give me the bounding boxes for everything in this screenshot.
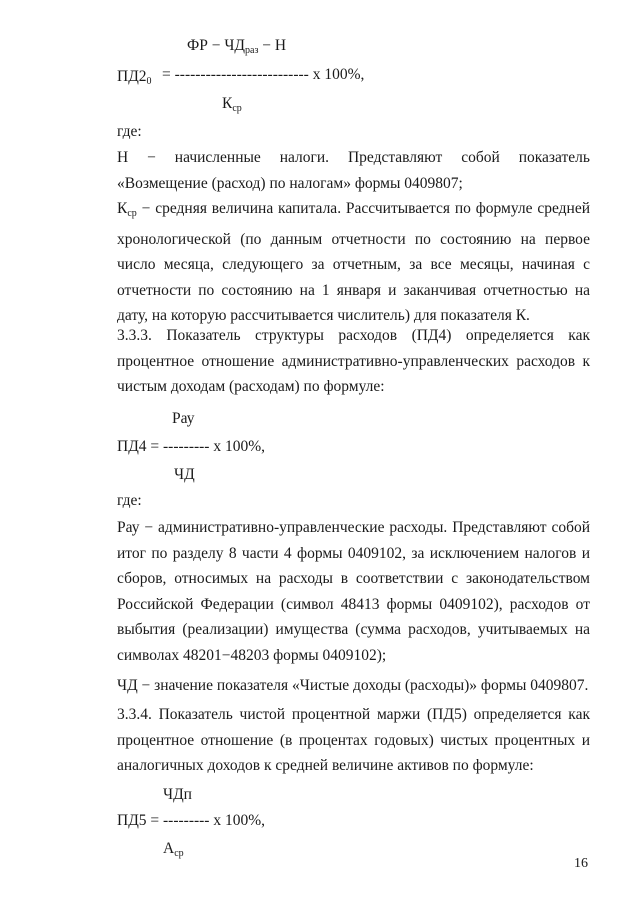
definition-h: Н − начисленные налоги. Представляют собой показатель «Возмещение (расход) по налогам» формы 0409807; [117,149,590,192]
page-number: 16 [574,856,588,871]
formula-pd2-lhs: $ПД2_0$ [117,68,152,87]
definition-chd: ЧД − значение показателя «Чистые доходы (расходы)» формы 0409807. [117,677,589,694]
formula-pd4-lhs: ПД4 = --------- х 100%, [117,438,265,455]
where-label-1: где: [117,123,142,140]
formula-pd5-denominator: $А_{ср}$ [163,840,184,859]
definition-pay: Рау − административно-управленческие расходы. Представляют собой итог по разделу 8 части 4 формы 0409102, за исключением налогов и сборов, относимых на расходы в соответствии с законодательством Российской Федерации (символ 48413 формы 0409102), расходов от выбытия (реализации) имущества (сумма расходов, учитываемых на символах 48201−48203 формы 0409102); [117,519,590,664]
formula-pd2-fraction-line: = -------------------------- х 100%, [162,66,365,83]
formula-pd2-denominator: $К_{ср}$ [222,95,242,114]
formula-pd4-denominator: ЧД [174,466,195,483]
formula-pd4-numerator: Рау [172,410,195,427]
clause-3-3-4: 3.3.4. Показатель чистой процентной маржи (ПД5) определяется как процентное отношение (в процентах годовых) чистых процентных и аналогичных доходов к средней величине активов по формуле: [117,706,590,774]
formula-pd2-numerator: ФР − $ЧД_{раз} - Н$ [187,37,287,56]
kcp-symbol: К [117,200,128,217]
clause-3-3-3: 3.3.3. Показатель структуры расходов (ПД4) определяется как процентное отношение административно-управленческих расходов к чистым доходам (расходам) по формуле: [117,327,590,395]
where-label-2: где: [117,492,142,509]
formula-pd5-numerator: ЧДп [163,786,192,803]
formula-pd5-lhs: ПД5 = --------- х 100%, [117,812,265,829]
definition-kcp: $К_{ср}$ − средняя величина капитала. Рассчитывается по формуле средней хронологической (по данным отчетности по состоянию на первое число месяца, следующего за отчетным, за все месяцы, начиная с отчетности по состоянию на 1 января и заканчивая отчетностью на дату, на которую рассчитывается числитель) для показателя К. [117,200,590,324]
